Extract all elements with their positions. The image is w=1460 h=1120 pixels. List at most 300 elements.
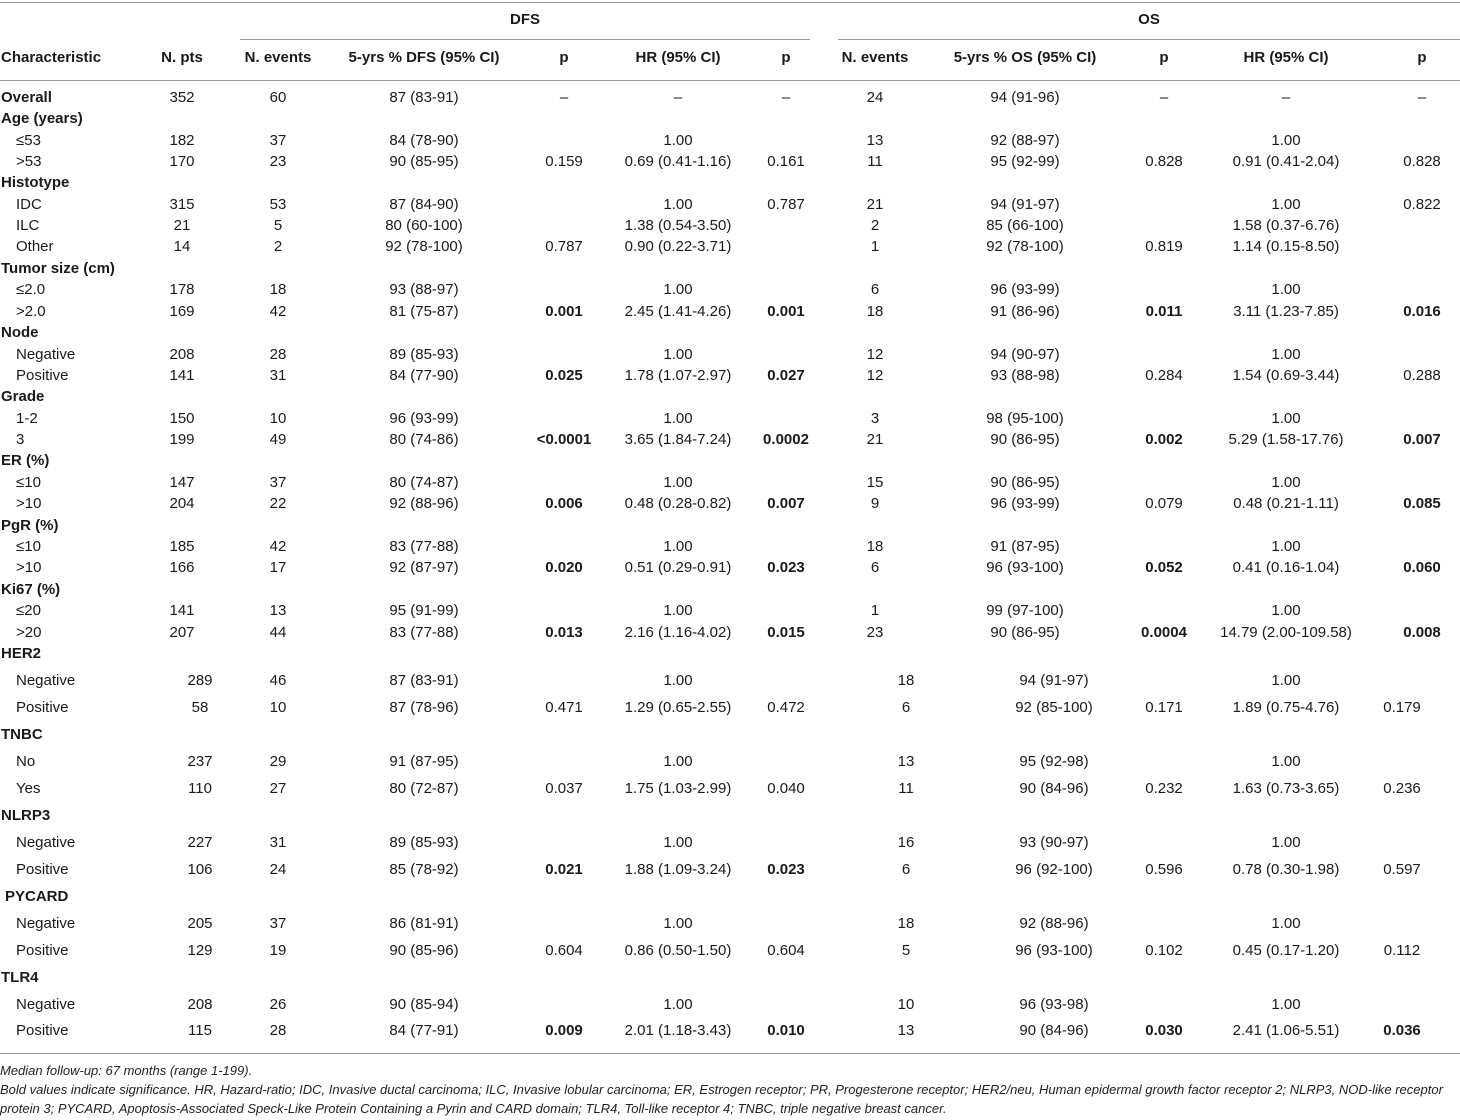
- cell-os-n-events: 11: [898, 780, 914, 797]
- cell-dfs-n-events: 49: [269, 431, 287, 448]
- cell-os-hr: 0.91 (0.41-2.04): [1232, 153, 1340, 170]
- table-group-row: [0, 451, 1460, 471]
- cell-n-pts: 166: [169, 559, 195, 576]
- cell-os-n-events: 11: [867, 153, 883, 170]
- cell-dfs-5yr: 83 (77-88): [389, 538, 459, 555]
- cell-n-pts: 141: [169, 602, 195, 619]
- table-row: [0, 302, 1460, 322]
- cell-dfs-5yr: 80 (72-87): [389, 780, 459, 797]
- table-group-row: [0, 259, 1460, 279]
- cell-n-pts: 150: [169, 410, 195, 427]
- row-label: Positive: [16, 942, 69, 959]
- row-group-label: Ki67 (%): [1, 581, 61, 598]
- row-label: Negative: [16, 672, 76, 689]
- cell-n-pts: 169: [169, 303, 195, 320]
- cell-dfs-5yr: 84 (77-90): [389, 367, 459, 384]
- cell-os-n-events: 12: [866, 367, 884, 384]
- cell-os-n-events: 12: [866, 346, 884, 363]
- cell-dfs-p: 0.471: [545, 699, 583, 716]
- cell-os-hr: 1.63 (0.73-3.65): [1232, 780, 1340, 797]
- cell-dfs-hr: –: [673, 89, 683, 106]
- cell-n-pts: 208: [169, 346, 195, 363]
- col-header-n-pts: N. pts: [161, 49, 203, 66]
- table-row: [0, 833, 1460, 853]
- cell-dfs-5yr: 90 (85-96): [389, 942, 459, 959]
- table-top-rule: [0, 2, 1460, 3]
- cell-n-pts: 204: [169, 495, 195, 512]
- cell-dfs-hr: 1.38 (0.54-3.50): [624, 217, 732, 234]
- cell-dfs-hr-p: 0.023: [767, 559, 805, 576]
- row-group-label: Tumor size (cm): [1, 260, 115, 277]
- cell-dfs-hr: 1.78 (1.07-2.97): [624, 367, 732, 384]
- cell-dfs-hr-p: 0.027: [767, 367, 805, 384]
- cell-n-pts: 227: [187, 834, 213, 851]
- cell-n-pts: 110: [188, 780, 212, 797]
- cell-dfs-hr: 1.00: [663, 602, 693, 619]
- cell-dfs-n-events: 46: [269, 672, 287, 689]
- cell-dfs-p: 0.021: [545, 861, 583, 878]
- cell-dfs-p: <0.0001: [536, 431, 592, 448]
- cell-dfs-n-events: 29: [269, 753, 287, 770]
- cell-os-5yr: 95 (92-98): [1019, 753, 1089, 770]
- cell-dfs-n-events: 13: [269, 602, 287, 619]
- cell-os-n-events: 1: [870, 602, 880, 619]
- cell-dfs-n-events: 28: [269, 1022, 287, 1039]
- table-row: [0, 494, 1460, 514]
- cell-os-hr: 0.78 (0.30-1.98): [1232, 861, 1340, 878]
- cell-dfs-p: 0.009: [545, 1022, 583, 1039]
- cell-dfs-n-events: 22: [269, 495, 287, 512]
- cell-os-p: 0.079: [1145, 495, 1183, 512]
- dfs-group-header: DFS: [510, 11, 540, 28]
- row-label: >2.0: [16, 303, 46, 320]
- cell-dfs-5yr: 87 (84-90): [389, 196, 459, 213]
- cell-os-hr: 1.00: [1271, 915, 1301, 932]
- row-label: Other: [16, 238, 54, 255]
- cell-dfs-hr: 0.86 (0.50-1.50): [624, 942, 732, 959]
- cell-os-hr-p: 0.288: [1403, 367, 1441, 384]
- cell-dfs-n-events: 2: [273, 238, 283, 255]
- cell-dfs-n-events: 53: [269, 196, 287, 213]
- cell-os-hr: 1.00: [1271, 281, 1301, 298]
- cell-dfs-n-events: 42: [269, 538, 287, 555]
- cell-dfs-hr-p: 0.010: [767, 1022, 805, 1039]
- cell-dfs-hr-p: 0.161: [767, 153, 805, 170]
- cell-os-hr: 1.00: [1271, 753, 1301, 770]
- table-group-row: [0, 887, 1460, 907]
- table-row: [0, 237, 1460, 257]
- cell-dfs-hr: 1.00: [663, 834, 693, 851]
- cell-os-hr: 0.41 (0.16-1.04): [1232, 559, 1340, 576]
- row-group-label: PgR (%): [1, 517, 59, 534]
- col-header-dfs-hr: HR (95% CI): [635, 49, 721, 66]
- row-group-label: ER (%): [1, 452, 50, 469]
- footnote-follow-up: Median follow-up: 67 months (range 1-199).: [0, 1063, 253, 1078]
- table-row: [0, 558, 1460, 578]
- cell-os-n-events: 9: [870, 495, 880, 512]
- cell-os-5yr: 94 (91-96): [990, 89, 1060, 106]
- cell-os-hr: 1.00: [1271, 672, 1301, 689]
- cell-dfs-hr: 1.00: [663, 753, 693, 770]
- cell-os-hr-p: 0.016: [1403, 303, 1441, 320]
- cell-n-pts: 182: [169, 132, 195, 149]
- cell-dfs-hr: 1.75 (1.03-2.99): [624, 780, 732, 797]
- cell-dfs-5yr: 92 (78-100): [385, 238, 463, 255]
- cell-os-p: 0.819: [1145, 238, 1183, 255]
- cell-os-5yr: 96 (93-98): [1019, 996, 1089, 1013]
- cell-os-n-events: 6: [901, 699, 911, 716]
- table-row: [0, 366, 1460, 386]
- cell-os-hr: 1.00: [1271, 132, 1301, 149]
- cell-os-5yr: 90 (84-96): [1019, 780, 1089, 797]
- cell-dfs-hr-p: 0.472: [767, 699, 805, 716]
- cell-os-5yr: 94 (90-97): [990, 346, 1060, 363]
- row-label: ≤2.0: [16, 281, 46, 298]
- cell-dfs-n-events: 28: [269, 346, 287, 363]
- cell-os-n-events: 6: [870, 559, 880, 576]
- cell-dfs-n-events: 37: [269, 915, 287, 932]
- cell-dfs-5yr: 87 (78-96): [389, 699, 459, 716]
- cell-os-p: 0.284: [1145, 367, 1183, 384]
- cell-n-pts: 205: [187, 915, 213, 932]
- header-bottom-rule: [0, 80, 1460, 81]
- cell-dfs-5yr: 84 (77-91): [389, 1022, 459, 1039]
- col-header-os-n-events: N. events: [841, 49, 909, 66]
- row-label: Positive: [16, 1022, 69, 1039]
- cell-dfs-hr-p: 0.001: [767, 303, 805, 320]
- table-bottom-rule: [0, 1053, 1460, 1054]
- cell-n-pts: 237: [187, 753, 213, 770]
- cell-os-hr-p: –: [1417, 89, 1427, 106]
- cell-os-5yr: 99 (97-100): [986, 602, 1064, 619]
- row-label: ≤53: [16, 132, 41, 149]
- cell-dfs-5yr: 93 (88-97): [389, 281, 459, 298]
- cell-dfs-hr-p: 0.787: [767, 196, 805, 213]
- table-row: [0, 860, 1460, 880]
- cell-dfs-hr: 1.00: [663, 132, 693, 149]
- cell-n-pts: 185: [169, 538, 195, 555]
- table-group-row: [0, 725, 1460, 745]
- cell-os-5yr: 96 (93-100): [986, 559, 1064, 576]
- cell-dfs-5yr: 95 (91-99): [389, 602, 459, 619]
- row-label: Negative: [16, 996, 76, 1013]
- cell-os-n-events: 18: [897, 915, 915, 932]
- cell-os-n-events: 18: [866, 303, 884, 320]
- cell-os-hr: 2.41 (1.06-5.51): [1232, 1022, 1340, 1039]
- cell-os-hr: –: [1281, 89, 1291, 106]
- col-header-os-p: p: [1159, 49, 1169, 66]
- row-group-label: TNBC: [1, 726, 43, 743]
- cell-dfs-5yr: 96 (93-99): [389, 410, 459, 427]
- os-group-header: OS: [1138, 11, 1160, 28]
- cell-os-hr-p: 0.060: [1403, 559, 1441, 576]
- cell-os-n-events: 23: [866, 624, 884, 641]
- cell-dfs-5yr: 81 (75-87): [389, 303, 459, 320]
- cell-os-5yr: 91 (86-96): [990, 303, 1060, 320]
- column-header-row: [0, 49, 1460, 69]
- table-row: [0, 430, 1460, 450]
- table-row: [0, 473, 1460, 493]
- cell-n-pts: 129: [187, 942, 213, 959]
- cell-os-hr: 1.58 (0.37-6.76): [1232, 217, 1340, 234]
- cell-dfs-hr: 3.65 (1.84-7.24): [624, 431, 732, 448]
- cell-dfs-hr-p: 0.040: [767, 780, 805, 797]
- row-group-label: Node: [1, 324, 39, 341]
- cell-os-5yr: 96 (93-100): [1015, 942, 1093, 959]
- table-row: [0, 195, 1460, 215]
- cell-os-hr-p: 0.008: [1403, 624, 1441, 641]
- cell-dfs-hr: 1.00: [663, 474, 693, 491]
- cell-os-hr-p: 0.236: [1383, 780, 1421, 797]
- cell-dfs-5yr: 91 (87-95): [389, 753, 459, 770]
- cell-os-p: –: [1159, 89, 1169, 106]
- cell-dfs-hr: 1.00: [663, 410, 693, 427]
- table-group-row: [0, 806, 1460, 826]
- cell-os-p: 0.596: [1145, 861, 1183, 878]
- row-label: Negative: [16, 834, 76, 851]
- table-row: [0, 280, 1460, 300]
- cell-os-hr-p: 0.036: [1383, 1022, 1421, 1039]
- cell-os-n-events: 2: [870, 217, 880, 234]
- cell-dfs-hr-p: 0.0002: [763, 431, 809, 448]
- table-row: [0, 1021, 1460, 1041]
- cell-os-n-events: 15: [866, 474, 884, 491]
- cell-n-pts: 352: [169, 89, 195, 106]
- row-label: Negative: [16, 346, 76, 363]
- cell-os-n-events: 18: [866, 538, 884, 555]
- cell-dfs-hr: 0.48 (0.28-0.82): [624, 495, 732, 512]
- cell-dfs-n-events: 42: [269, 303, 287, 320]
- cell-os-n-events: 21: [866, 196, 884, 213]
- cell-os-5yr: 85 (66-100): [986, 217, 1064, 234]
- cell-os-p: 0.828: [1145, 153, 1183, 170]
- cell-os-hr: 1.00: [1271, 410, 1301, 427]
- cell-n-pts: 58: [191, 699, 209, 716]
- cell-os-5yr: 96 (93-99): [990, 495, 1060, 512]
- cell-os-n-events: 10: [897, 996, 915, 1013]
- cell-n-pts: 208: [187, 996, 213, 1013]
- cell-os-5yr: 93 (90-97): [1019, 834, 1089, 851]
- row-label: >10: [16, 495, 42, 512]
- cell-os-n-events: 5: [901, 942, 911, 959]
- col-header-dfs-n-events: N. events: [244, 49, 312, 66]
- cell-dfs-hr: 1.88 (1.09-3.24): [624, 861, 732, 878]
- cell-os-hr-p: 0.112: [1383, 942, 1421, 959]
- cell-os-n-events: 18: [897, 672, 915, 689]
- cell-dfs-n-events: 5: [273, 217, 283, 234]
- table-group-row: [0, 644, 1460, 664]
- cell-dfs-5yr: 85 (78-92): [389, 861, 459, 878]
- cell-dfs-n-events: 31: [269, 367, 287, 384]
- cell-n-pts: 170: [169, 153, 195, 170]
- cell-os-5yr: 96 (92-100): [1015, 861, 1093, 878]
- table-row: [0, 409, 1460, 429]
- row-group-label: PYCARD: [5, 888, 69, 905]
- cell-n-pts: 115: [188, 1022, 212, 1039]
- cell-os-hr-p: 0.828: [1403, 153, 1441, 170]
- cell-dfs-n-events: 24: [269, 861, 287, 878]
- cell-n-pts: 21: [173, 217, 191, 234]
- cell-dfs-n-events: 18: [269, 281, 287, 298]
- row-label: Positive: [16, 861, 69, 878]
- col-header-characteristic: Characteristic: [1, 49, 102, 66]
- cell-dfs-5yr: 90 (85-95): [389, 153, 459, 170]
- cell-os-5yr: 93 (88-98): [990, 367, 1060, 384]
- cell-dfs-5yr: 80 (74-87): [389, 474, 459, 491]
- col-header-os-hr-p: p: [1417, 49, 1427, 66]
- cell-dfs-n-events: 37: [269, 132, 287, 149]
- cell-dfs-n-events: 26: [269, 996, 287, 1013]
- cell-os-5yr: 91 (87-95): [990, 538, 1060, 555]
- row-group-label: NLRP3: [1, 807, 51, 824]
- cell-dfs-hr: 1.00: [663, 996, 693, 1013]
- cell-dfs-5yr: 80 (74-86): [389, 431, 459, 448]
- cell-os-n-events: 24: [866, 89, 884, 106]
- table-row: [0, 671, 1460, 691]
- cell-os-5yr: 92 (88-97): [990, 132, 1060, 149]
- cell-os-p: 0.232: [1145, 780, 1183, 797]
- cell-os-hr: 0.48 (0.21-1.11): [1233, 495, 1339, 512]
- row-label: 3: [16, 431, 25, 448]
- cell-os-hr: 1.00: [1271, 834, 1301, 851]
- cell-dfs-p: 0.006: [545, 495, 583, 512]
- table-row: [0, 623, 1460, 643]
- cell-dfs-p: –: [559, 89, 569, 106]
- cell-dfs-5yr: 92 (88-96): [389, 495, 459, 512]
- cell-dfs-5yr: 89 (85-93): [389, 346, 459, 363]
- cell-os-n-events: 1: [870, 238, 880, 255]
- cell-dfs-hr: 2.45 (1.41-4.26): [624, 303, 732, 320]
- table-row: [0, 941, 1460, 961]
- cell-dfs-n-events: 19: [269, 942, 287, 959]
- cell-os-5yr: 92 (78-100): [986, 238, 1064, 255]
- cell-os-5yr: 90 (86-95): [990, 474, 1060, 491]
- table-group-row: [0, 516, 1460, 536]
- table-row: [0, 345, 1460, 365]
- cell-dfs-n-events: 10: [269, 699, 287, 716]
- cell-dfs-5yr: 80 (60-100): [385, 217, 463, 234]
- cell-os-hr: 5.29 (1.58-17.76): [1228, 431, 1344, 448]
- cell-os-hr: 1.00: [1271, 474, 1301, 491]
- cell-os-5yr: 90 (84-96): [1019, 1022, 1089, 1039]
- cell-dfs-hr: 2.16 (1.16-4.02): [624, 624, 732, 641]
- cell-os-p: 0.0004: [1141, 624, 1187, 641]
- table-footnotes: [0, 1061, 1460, 1118]
- cell-dfs-n-events: 10: [269, 410, 287, 427]
- cell-dfs-hr: 0.69 (0.41-1.16): [624, 153, 732, 170]
- cell-dfs-hr-p: 0.007: [767, 495, 805, 512]
- cell-dfs-5yr: 89 (85-93): [389, 834, 459, 851]
- cell-os-p: 0.011: [1145, 303, 1183, 320]
- cell-os-n-events: 6: [870, 281, 880, 298]
- row-label: ≤10: [16, 538, 41, 555]
- cell-os-hr: 1.54 (0.69-3.44): [1232, 367, 1340, 384]
- table-group-row: [0, 323, 1460, 343]
- cell-os-hr: 1.00: [1271, 346, 1301, 363]
- cell-os-p: 0.052: [1145, 559, 1183, 576]
- cell-os-hr: 1.00: [1271, 196, 1301, 213]
- row-label: Positive: [16, 699, 69, 716]
- cell-os-hr: 3.11 (1.23-7.85): [1233, 303, 1339, 320]
- cell-dfs-p: 0.013: [545, 624, 583, 641]
- cell-os-5yr: 96 (93-99): [990, 281, 1060, 298]
- table-group-row: [0, 387, 1460, 407]
- row-label: IDC: [16, 196, 42, 213]
- cell-dfs-hr: 1.00: [663, 915, 693, 932]
- cell-os-hr: 14.79 (2.00-109.58): [1220, 624, 1352, 641]
- cell-os-n-events: 13: [897, 753, 915, 770]
- cell-os-hr: 1.00: [1271, 602, 1301, 619]
- cell-dfs-p: 0.025: [545, 367, 583, 384]
- cell-dfs-hr: 0.51 (0.29-0.91): [624, 559, 732, 576]
- cell-n-pts: 147: [169, 474, 195, 491]
- cell-dfs-n-events: 23: [269, 153, 287, 170]
- cell-os-5yr: 94 (91-97): [990, 196, 1060, 213]
- col-header-os-5yr: 5-yrs % OS (95% CI): [953, 49, 1097, 66]
- cell-dfs-hr: 1.00: [663, 196, 693, 213]
- row-group-label: TLR4: [1, 969, 39, 986]
- cell-dfs-n-events: 27: [269, 780, 287, 797]
- cell-n-pts: 207: [169, 624, 195, 641]
- cell-dfs-5yr: 87 (83-91): [389, 672, 459, 689]
- row-label: 1-2: [16, 410, 38, 427]
- cell-os-5yr: 98 (95-100): [986, 410, 1064, 427]
- cell-os-n-events: 13: [897, 1022, 915, 1039]
- table-row: [0, 698, 1460, 718]
- row-label: Negative: [16, 915, 76, 932]
- cell-os-hr: 1.00: [1271, 996, 1301, 1013]
- cell-dfs-5yr: 87 (83-91): [389, 89, 459, 106]
- cell-dfs-hr: 1.29 (0.65-2.55): [624, 699, 732, 716]
- table-row: [0, 995, 1460, 1015]
- cell-dfs-hr: 0.90 (0.22-3.71): [624, 238, 732, 255]
- cell-os-p: 0.002: [1145, 431, 1183, 448]
- table-row: [0, 752, 1460, 772]
- col-header-os-hr: HR (95% CI): [1243, 49, 1329, 66]
- table-row: [0, 152, 1460, 172]
- row-label: ≤10: [16, 474, 41, 491]
- cell-dfs-n-events: 31: [269, 834, 287, 851]
- table-group-row: [0, 968, 1460, 988]
- cell-dfs-hr-p: 0.604: [767, 942, 805, 959]
- cell-dfs-n-events: 60: [269, 89, 287, 106]
- cell-dfs-5yr: 90 (85-94): [389, 996, 459, 1013]
- cell-dfs-hr-p: 0.023: [767, 861, 805, 878]
- cell-dfs-p: 0.159: [545, 153, 583, 170]
- cell-n-pts: 178: [169, 281, 195, 298]
- table-row: [0, 779, 1460, 799]
- row-label: Positive: [16, 367, 69, 384]
- col-header-dfs-5yr: 5-yrs % DFS (95% CI): [348, 49, 500, 66]
- cell-dfs-n-events: 37: [269, 474, 287, 491]
- row-label: ILC: [16, 217, 40, 234]
- footnote-abbreviations: Bold values indicate significance. HR, Hazard-ratio; IDC, Invasive ductal carcinoma; ILC, Invasive lobular carcinoma; ER, Estrogen receptor; PR, Progesterone receptor; HER2/neu, Human epidermal growth factor receptor 2; NLRP3, NOD-like receptor protein 3; PYCARD, Apoptosis-Associated Speck-Like Protein Containing a Pyrin and CARD domain; TLR4, Toll-like receptor 4; TNBC, triple negative breast cancer.: [0, 1082, 1443, 1116]
- cell-dfs-hr: 1.00: [663, 538, 693, 555]
- cell-dfs-hr: 2.01 (1.18-3.43): [624, 1022, 732, 1039]
- cell-dfs-5yr: 83 (77-88): [389, 624, 459, 641]
- cell-dfs-p: 0.020: [545, 559, 583, 576]
- table-group-row: [0, 173, 1460, 193]
- table-row: [0, 88, 1460, 108]
- cell-dfs-hr-p: 0.015: [767, 624, 805, 641]
- cell-os-5yr: 94 (91-97): [1019, 672, 1089, 689]
- table-row: [0, 131, 1460, 151]
- cell-n-pts: 141: [169, 367, 195, 384]
- table-row: [0, 601, 1460, 621]
- cell-dfs-hr: 1.00: [663, 346, 693, 363]
- cell-dfs-5yr: 92 (87-97): [389, 559, 459, 576]
- cell-os-hr-p: 0.822: [1403, 196, 1441, 213]
